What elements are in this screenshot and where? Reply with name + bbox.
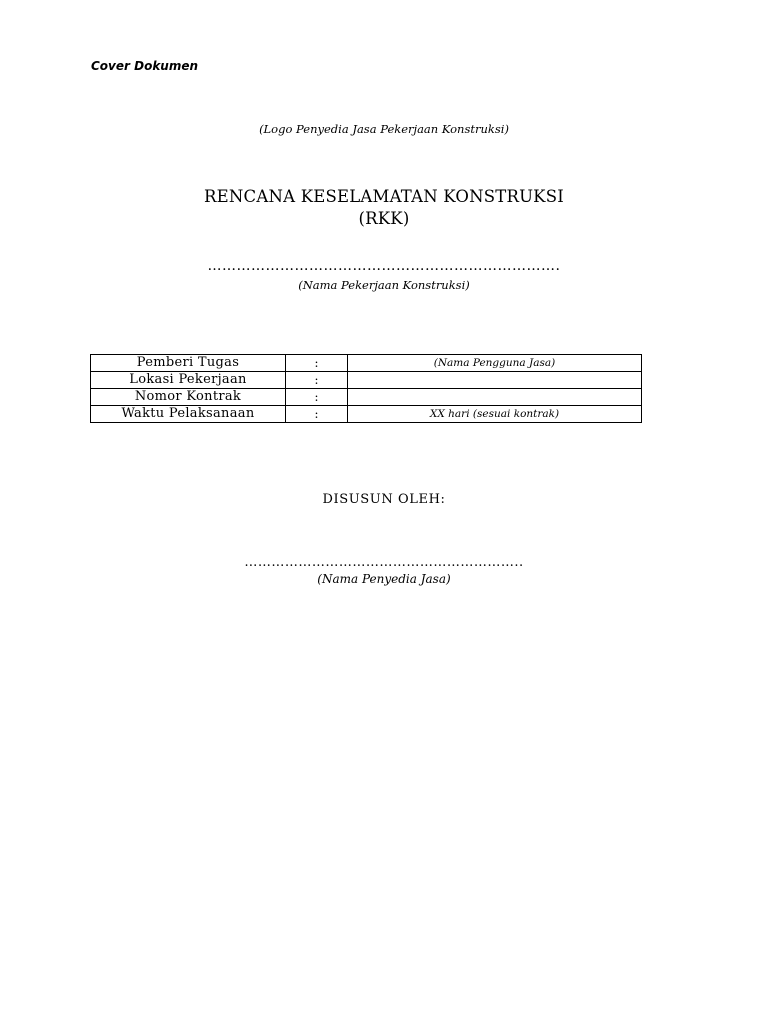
row-value xyxy=(348,372,642,389)
work-name-fill-line: ………………………………………………………………. xyxy=(207,258,561,274)
row-label: Pemberi Tugas xyxy=(91,355,286,372)
row-value: XX hari (sesuai kontrak) xyxy=(348,406,642,423)
cover-label: Cover Dokumen xyxy=(91,59,199,73)
project-info-table xyxy=(90,354,642,423)
author-caption: (Nama Penyedia Jasa) xyxy=(317,572,451,586)
work-name-caption: (Nama Pekerjaan Konstruksi) xyxy=(298,278,470,292)
document-title xyxy=(0,186,768,230)
row-separator: : xyxy=(286,372,348,389)
document-title-line-2: (RKK) xyxy=(358,209,410,228)
row-label: Nomor Kontrak xyxy=(91,389,286,406)
row-value xyxy=(348,389,642,406)
author-heading: DISUSUN OLEH: xyxy=(322,492,446,507)
row-separator: : xyxy=(286,389,348,406)
row-separator: : xyxy=(286,355,348,372)
row-label: Lokasi Pekerjaan xyxy=(91,372,286,389)
table-row xyxy=(91,372,642,389)
table-row xyxy=(91,355,642,372)
logo-placeholder: (Logo Penyedia Jasa Pekerjaan Konstruksi) xyxy=(259,122,509,136)
row-value: (Nama Pengguna Jasa) xyxy=(348,355,642,372)
table-row xyxy=(91,389,642,406)
row-separator: : xyxy=(286,406,348,423)
author-fill-line: …………………………………………………….. xyxy=(244,555,524,570)
table-row xyxy=(91,406,642,423)
document-title-line-1: RENCANA KESELAMATAN KONSTRUKSI xyxy=(204,187,564,206)
row-label: Waktu Pelaksanaan xyxy=(91,406,286,423)
